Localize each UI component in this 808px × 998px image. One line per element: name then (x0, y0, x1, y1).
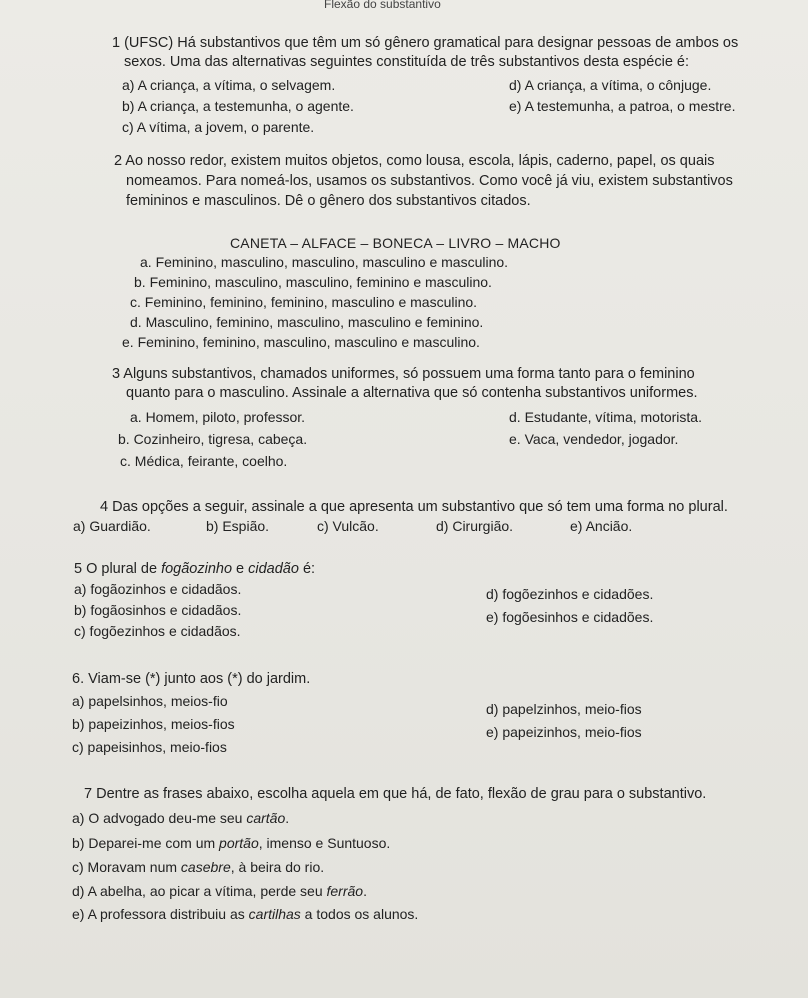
q6-option-e[interactable]: e) papeizinhos, meio-fios (486, 724, 642, 740)
q1-option-c[interactable]: c) A vítima, a jovem, o parente. (122, 119, 315, 135)
q1-option-a[interactable]: a) A criança, a vítima, o selvagem. (122, 77, 336, 93)
q7-option-c[interactable]: c) Moravam num casebre, à beira do rio. (72, 859, 325, 875)
q3-text-line1: 3 Alguns substantivos, chamados uniformes, só possuem uma forma tanto para o feminino (112, 366, 695, 382)
q1-text-line1: 1 (UFSC) Há substantivos que têm um só gênero gramatical para designar pessoas de ambos os (112, 35, 739, 51)
q4-option-b[interactable]: b) Espião. (206, 518, 270, 534)
q5-option-e[interactable]: e) fogõesinhos e cidadões. (486, 609, 654, 625)
q6-option-a[interactable]: a) papelsinhos, meios-fio (72, 693, 228, 709)
q7-option-a[interactable]: a) O advogado deu-me seu cartão. (72, 810, 290, 826)
q3-option-d[interactable]: d. Estudante, vítima, motorista. (509, 409, 702, 425)
q1-text-line2: sexos. Uma das alternativas seguintes constituída de três substantivos desta espécie é: (124, 54, 690, 70)
q7-option-e[interactable]: e) A professora distribuiu as cartilhas a todos os alunos. (72, 906, 419, 922)
q5-option-a[interactable]: a) fogãozinhos e cidadãos. (74, 581, 242, 597)
q4-option-a[interactable]: a) Guardião. (73, 518, 151, 534)
q3-option-a[interactable]: a. Homem, piloto, professor. (130, 409, 306, 425)
q2-option-b[interactable]: b. Feminino, masculino, masculino, feminino e masculino. (134, 274, 492, 290)
q2-option-e[interactable]: e. Feminino, feminino, masculino, masculino e masculino. (122, 334, 480, 350)
q4-option-e[interactable]: e) Ancião. (570, 518, 633, 534)
q1-option-b[interactable]: b) A criança, a testemunha, o agente. (122, 98, 354, 114)
q7-option-d[interactable]: d) A abelha, ao picar a vítima, perde seu ferrão. (72, 883, 367, 899)
q5-option-c[interactable]: c) fogõezinhos e cidadãos. (74, 623, 241, 639)
q1-option-e[interactable]: e) A testemunha, a patroa, o mestre. (509, 98, 736, 114)
q6-option-b[interactable]: b) papeizinhos, meios-fios (72, 716, 235, 732)
q2-word-list: CANETA – ALFACE – BONECA – LIVRO – MACHO (230, 235, 561, 251)
q2-option-a[interactable]: a. Feminino, masculino, masculino, masculino e masculino. (140, 254, 509, 270)
q3-text-line2: quanto para o masculino. Assinale a alternativa que só contenha substantivos uniformes. (126, 385, 698, 401)
q2-option-d[interactable]: d. Masculino, feminino, masculino, masculino e feminino. (130, 314, 484, 330)
q6-option-c[interactable]: c) papeisinhos, meio-fios (72, 739, 227, 755)
q4-text-line1: 4 Das opções a seguir, assinale a que apresenta um substantivo que só tem uma forma no plural. (100, 499, 728, 515)
q5-option-b[interactable]: b) fogãosinhos e cidadãos. (74, 602, 242, 618)
q2-text-line3: femininos e masculinos. Dê o gênero dos substantivos citados. (126, 193, 531, 209)
q3-option-e[interactable]: e. Vaca, vendedor, jogador. (509, 431, 679, 447)
q2-option-c[interactable]: c. Feminino, feminino, feminino, masculino e masculino. (130, 294, 478, 310)
q1-option-d[interactable]: d) A criança, a vítima, o cônjuge. (509, 77, 712, 93)
q3-option-c[interactable]: c. Médica, feirante, coelho. (120, 453, 288, 469)
q2-text-line2: nomeamos. Para nomeá-los, usamos os substantivos. Como você já viu, existem substantivos (126, 173, 733, 189)
q3-option-b[interactable]: b. Cozinheiro, tigresa, cabeça. (118, 431, 308, 447)
q5-option-d[interactable]: d) fogõezinhos e cidadões. (486, 586, 654, 602)
q4-option-c[interactable]: c) Vulcão. (317, 518, 379, 534)
page-title: Flexão do substantivo (324, 0, 441, 11)
q6-option-d[interactable]: d) papelzinhos, meio-fios (486, 701, 642, 717)
q5-text-line1: 5 O plural de fogãozinho e cidadão é: (74, 561, 316, 577)
q4-option-d[interactable]: d) Cirurgião. (436, 518, 514, 534)
q2-text-line1: 2 Ao nosso redor, existem muitos objetos, como lousa, escola, lápis, caderno, papel, os quais (114, 153, 715, 169)
q6-text-line1: 6. Viam-se (*) junto aos (*) do jardim. (72, 671, 311, 687)
q7-option-b[interactable]: b) Deparei-me com um portão, imenso e Suntuoso. (72, 835, 391, 851)
q7-text-line1: 7 Dentre as frases abaixo, escolha aquela em que há, de fato, flexão de grau para o substantivo. (84, 786, 707, 802)
